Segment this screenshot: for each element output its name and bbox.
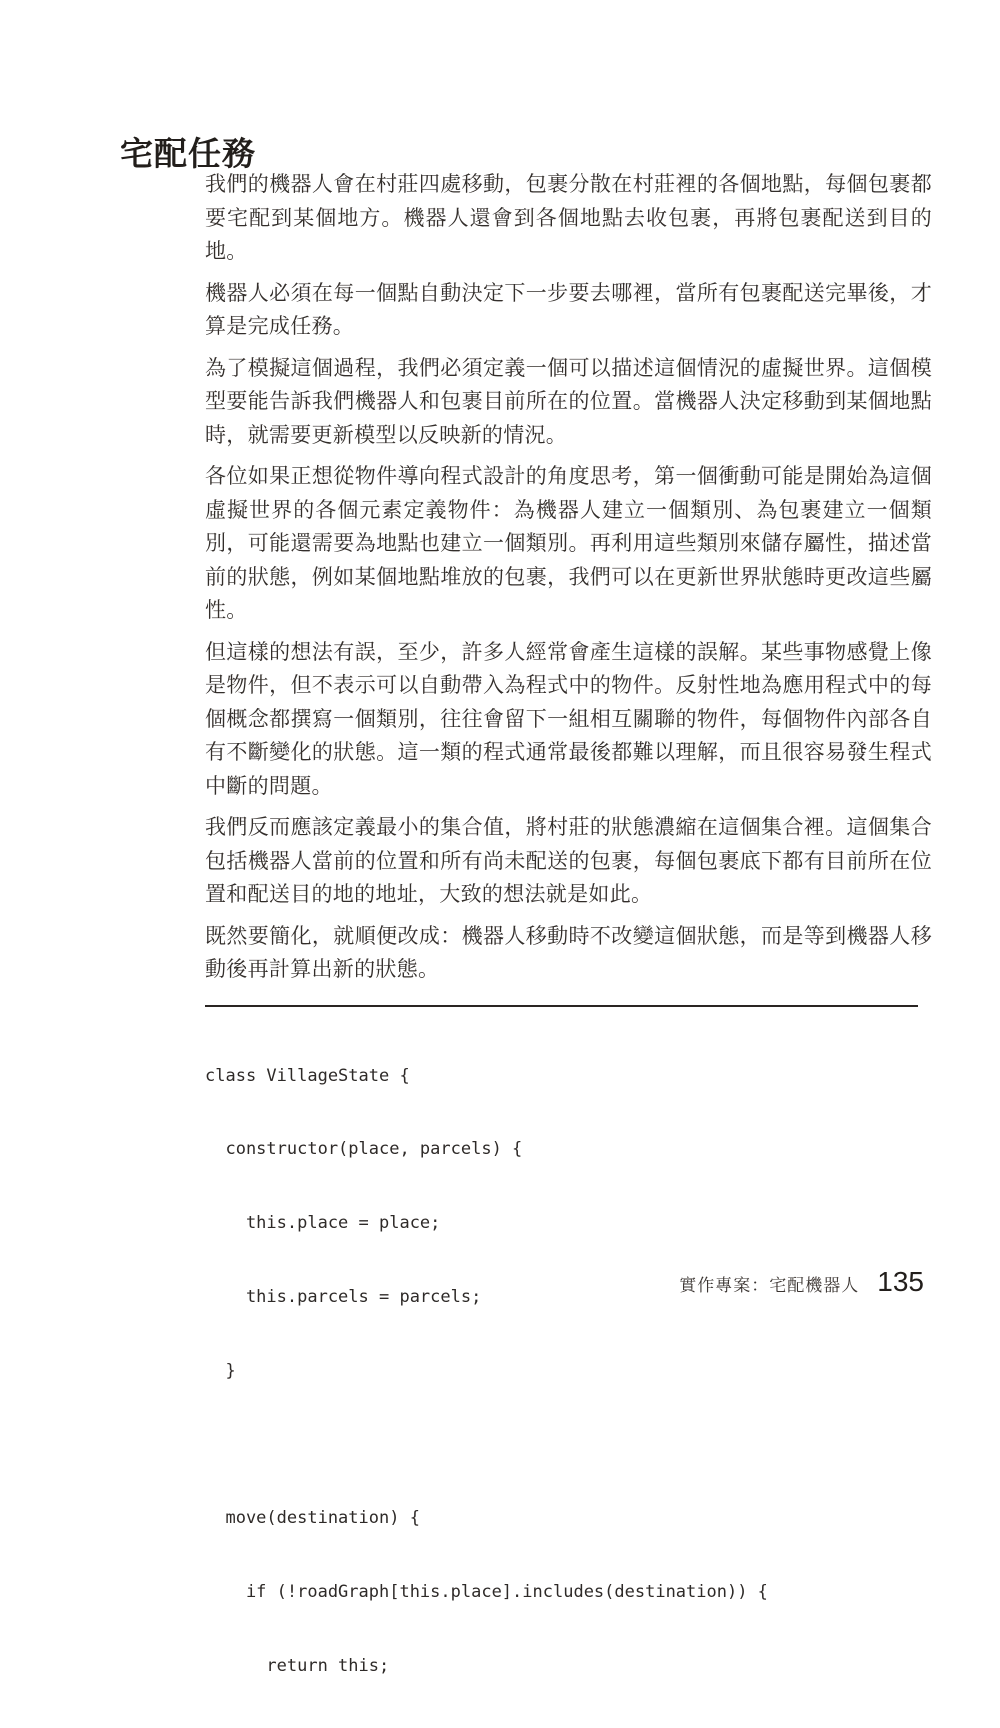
code-line: }	[205, 1360, 236, 1381]
page-number: 135	[877, 1266, 924, 1297]
code-line: constructor(place, parcels) {	[205, 1139, 523, 1160]
footer-section-label: 實作專案：宅配機器人	[679, 1276, 860, 1295]
body-paragraph-3: 為了模擬這個過程，我們必須定義一個可以描述這個情況的虛擬世界。這個模型要能告訴我們機器人和包裹目前所在的位置。當機器人決定移動到某個地點時，就需要更新模型以反映新的情況。	[205, 355, 932, 447]
code-line: return this;	[205, 1655, 390, 1676]
code-line: this.place = place;	[205, 1213, 441, 1234]
body-paragraph-4: 各位如果正想從物件導向程式設計的角度思考，第一個衝動可能是開始為這個虛擬世界的各個元素定義物件：為機器人建立一個類別、為包裹建立一個類別，可能還需要為地點也建立一個類別。再利用這些類別來儲存屬性，描述當前的狀態，例如某個地點堆放的包裹，我們可以在更新世界狀態時更改這些屬性。	[205, 464, 932, 622]
body-paragraph-1: 我們的機器人會在村莊四處移動，包裹分散在村莊裡的各個地點，每個包裹都要宅配到某個地方。機器人還會到各個地點去收包裹，再將包裹配送到目的地。	[205, 172, 932, 263]
section-divider	[205, 1005, 918, 1007]
code-line	[205, 1433, 932, 1458]
body-paragraph-2: 機器人必須在每一個點自動決定下一步要去哪裡，當所有包裹配送完畢後，才算是完成任務。	[205, 280, 932, 338]
body-paragraph-7: 既然要簡化，就順便改成：機器人移動時不改變這個狀態，而是等到機器人移動後再計算出新的狀態。	[205, 923, 932, 981]
page-content	[205, 168, 932, 1728]
code-line: move(destination) {	[205, 1508, 420, 1529]
code-line: this.parcels = parcels;	[205, 1287, 482, 1308]
page-title: 宅配任務	[120, 135, 256, 173]
code-block	[205, 1015, 932, 1728]
page-footer	[679, 1266, 924, 1298]
body-paragraph-5: 但這樣的想法有誤，至少，許多人經常會產生這樣的誤解。某些事物感覺上像是物件，但不表示可以自動帶入為程式中的物件。反射性地為應用程式中的每個概念都撰寫一個類別，往往會留下一組相互關聯的物件，每個物件內部各自有不斷變化的狀態。這一類的程式通常最後都難以理解，而且很容易發生程式中斷的問題。	[205, 639, 932, 798]
code-line: if (!roadGraph[this.place].includes(destination)) {	[205, 1582, 768, 1603]
code-line: class VillageState {	[205, 1065, 410, 1086]
body-paragraph-6: 我們反而應該定義最小的集合值，將村莊的狀態濃縮在這個集合裡。這個集合包括機器人當前的位置和所有尚未配送的包裹，每個包裹底下都有目前所在位置和配送目的地的地址，大致的想法就是如此。	[205, 815, 932, 906]
